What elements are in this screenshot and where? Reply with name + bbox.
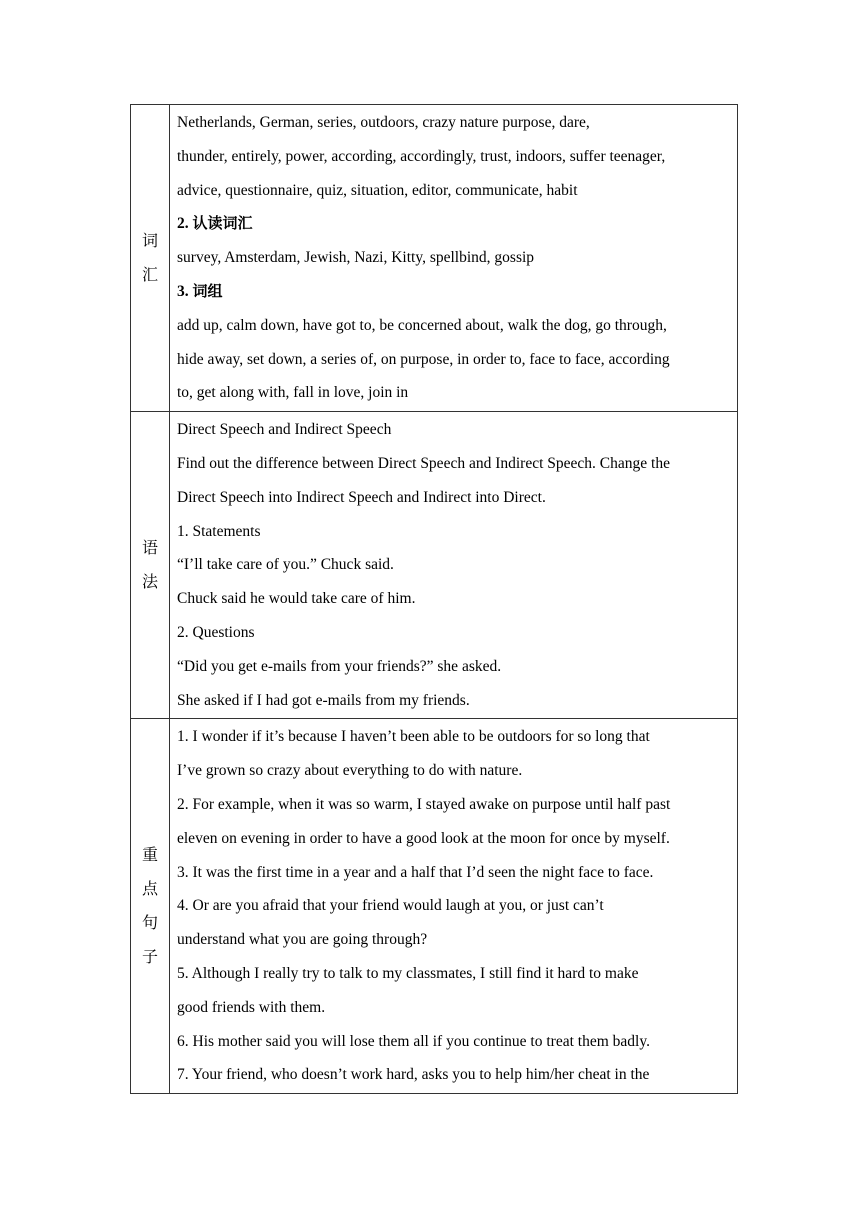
vocab-label-char: 汇 [141,265,158,285]
sentences-label-char: 子 [141,947,158,967]
heading-text: 词组 [192,281,223,300]
grammar-line: Direct Speech and Indirect Speech [177,421,392,439]
reading-words-line: survey, Amsterdam, Jewish, Nazi, Kitty, spellbind, gossip [177,249,535,267]
sentence-line: 3. It was the first time in a year and a half that I’d seen the night face to face. [177,863,654,881]
heading-number: 3. [177,282,189,300]
sentence-line: understand what you are going through? [177,931,428,949]
grammar-line: She asked if I had got e-mails from my friends. [177,691,470,709]
vocab-line: advice, questionnaire, quiz, situation, editor, communicate, habit [177,181,578,199]
vocab-label-char: 词 [141,231,158,251]
vocab-line: thunder, entirely, power, according, accordingly, trust, indoors, suffer teenager, [177,147,666,165]
phrases-heading [177,275,733,309]
sentence-line: 2. For example, when it was so warm, I stayed awake on purpose until half past [177,795,671,813]
heading-text: 认读词汇 [192,214,253,233]
vocab-label-cell [131,105,170,412]
grammar-line: “I’ll take care of you.” Chuck said. [177,556,394,574]
sentences-label-char: 句 [141,913,158,933]
sentence-line: good friends with them. [177,998,326,1016]
grammar-row [131,412,738,719]
sentence-line: 7. Your friend, who doesn’t work hard, asks you to help him/her cheat in the [177,1066,650,1084]
sentences-label-char: 点 [141,879,158,899]
heading-number: 2. [177,215,189,233]
phrase-line: add up, calm down, have got to, be concerned about, walk the dog, go through, [177,316,667,334]
sentence-line: eleven on evening in order to have a good look at the moon for once by myself. [177,829,670,847]
sentence-line: 6. His mother said you will lose them all if you continue to treat them badly. [177,1032,650,1050]
grammar-line: Direct Speech into Indirect Speech and Indirect into Direct. [177,488,546,506]
summary-table [130,104,738,1094]
grammar-label-cell [131,412,170,719]
phrase-line: to, get along with, fall in love, join in [177,384,409,402]
grammar-line: Chuck said he would take care of him. [177,590,416,608]
sentence-line: 1. I wonder if it’s because I haven’t been able to be outdoors for so long that [177,728,650,746]
sentences-row [131,719,738,1094]
grammar-line: Find out the difference between Direct Speech and Indirect Speech. Change the [177,454,670,472]
sentences-content [170,719,738,1094]
grammar-line: 2. Questions [177,623,255,641]
sentences-label-char: 重 [141,845,158,865]
grammar-content [170,412,738,719]
sentence-line: 5. Although I really try to talk to my classmates, I still find it hard to make [177,964,639,982]
vocab-row [131,105,738,412]
phrase-line: hide away, set down, a series of, on purpose, in order to, face to face, according [177,350,670,368]
grammar-label-char: 语 [141,538,158,558]
grammar-label-char: 法 [141,572,158,592]
grammar-line: “Did you get e-mails from your friends?” she asked. [177,657,502,675]
vocab-content [170,105,738,412]
sentences-label-cell [131,719,170,1094]
vocab-line: Netherlands, German, series, outdoors, crazy nature purpose, dare, [177,114,590,131]
reading-words-heading [177,207,733,241]
sentence-line: 4. Or are you afraid that your friend would laugh at you, or just can’t [177,897,604,915]
sentence-line: I’ve grown so crazy about everything to do with nature. [177,762,523,780]
grammar-line: 1. Statements [177,522,261,540]
